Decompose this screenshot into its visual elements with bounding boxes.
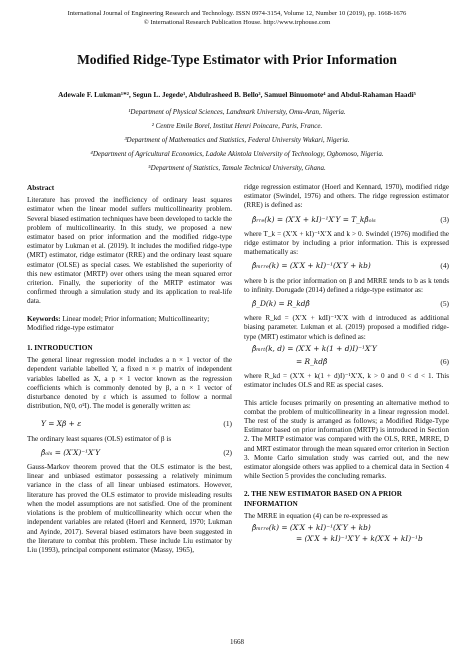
equation-3-number: (3) <box>440 214 449 224</box>
equation-6-line-2: = R_kdβ̂ <box>296 357 328 367</box>
intro-paragraph-3: Gauss-Markov theorem proved that the OLS estimator is the best, linear and unbiased estimator possessing a relatively minimum variance in the class of all linear unbiased estimators. However, literature has proved the OLS estimator to provide misleading results when the model assumptions are not satisfied. One of the prominent violations is the problem of multicollinearity which occur when the independent variables are related (Hoerl and Kennerd, 1970; Lukman and Ayinde, 2017). Several biased estimators have been suggested in the literature to combat this problem. These include Liu estimator by Liu (1993), principal component estimator (Massy, 1965), <box>27 463 232 554</box>
journal-header <box>20 9 454 27</box>
right-paragraph-1: ridge regression estimator (Hoerl and Kennard, 1970), modified ridge estimator (Swindel, 1976) and others. The ridge regression estimator (RRE) is defined as: <box>244 183 449 210</box>
equation-6-number: (6) <box>440 357 449 367</box>
equation-1 <box>27 419 232 428</box>
left-column <box>27 183 232 563</box>
equation-4-body: β̂ₘᵣᵣₑ(k) = (X′X + kI)⁻¹(X′Y + kb) <box>252 261 371 271</box>
equation-4-number: (4) <box>440 261 449 271</box>
abstract-text: Literature has proved the inefficiency of ordinary least squares estimator when the linear model suffers multicollinearity problem. Several biased estimation techniques have been developed to tackle the problem of multicollinearity. In this study, we proposed a new estimator based on prior information and the modified ridge-type estimator by Lukman et al. (2019). It includes the modified ridge-type (MRT) estimator, ridge estimator (RRE) and the ordinary least square estimator (OLSE) as special cases. We established the superiority of this new estimator (MRTP) over others using the mean squared error criterion. Finally, the superiority of the MRTP estimator was confirmed through a simulation study and its application to real-life data. <box>27 196 232 306</box>
keywords <box>27 315 232 333</box>
section-2-heading: 2. THE NEW ESTIMATOR BASED ON A PRIOR INFORMATION <box>244 489 403 508</box>
equation-3 <box>244 215 449 224</box>
abstract-heading: Abstract <box>27 183 55 192</box>
affiliation-3: ³Department of Mathematics and Statistics, Federal University Wukari, Nigeria. <box>124 136 350 144</box>
right-paragraph-3: where b is the prior information on β and MRRE tends to b as k tends to infinity. Dorugade (2014) defined a ridge-type estimator as: <box>244 276 449 294</box>
right-paragraph-2: where T_k = (X′X + kI)⁻¹X′X and k > 0. Swindel (1976) modified the ridge estimator by including a prior information. This is expressed mathematically as: <box>244 229 449 257</box>
journal-header-line1: International Journal of Engineering Research and Technology. ISSN 0974-3154, Volume 12, Number 10 (2019), pp. 1668-1676 <box>67 10 407 17</box>
affiliation-5: ⁵Department of Statistics, Tamale Technical University, Ghana. <box>148 164 326 172</box>
equation-1-body: Y = Xβ + ε <box>41 419 82 429</box>
equation-2-number: (2) <box>223 447 232 457</box>
equation-5-number: (5) <box>440 299 449 309</box>
equation-7-line-1: β̂ₘᵣᵣₑ(k) = (X′X + kI)⁻¹(X′Y + kb) <box>252 523 371 533</box>
right-paragraph-5: where R_kd = (X′X + k(1 + d)I)⁻¹X′X, k > 0 and 0 < d < 1. This estimator includes OLS and RE as special cases. <box>244 372 449 390</box>
equation-4 <box>244 261 449 270</box>
equation-2-body: β̂ₒₗₛ = (X′X)⁻¹X′Y <box>41 447 100 457</box>
affiliation-4: ⁴Department of Agricultural Economics, Ladoke Akintola University of Technology, Ogbomoso, Nigeria. <box>90 150 384 158</box>
equation-7-line-2: = (X′X + kI)⁻¹X′Y + k(X′X + kI)⁻¹b <box>296 534 423 544</box>
keywords-label: Keywords: <box>27 314 61 323</box>
equation-2 <box>27 448 232 457</box>
equation-5-body: β̂_D(k) = R_kdβ̂ <box>252 299 310 309</box>
equation-3-body: β̂ᵣᵣₑ(k) = (X′X + kI)⁻¹X′Y = T_kβ̂ₒₗₛ <box>252 214 376 224</box>
equation-6-line-1: β̂ₘᵣₜ(k, d) = (X′X + k(1 + d)I)⁻¹X′Y <box>252 343 377 353</box>
right-paragraph-6: This article focuses primarily on presenting an alternative method to combat the problem of multicollinearity in a linear regression model. The rest of the study is arranged as follows; a Modified Ridge-Type Estimator based on prior information (MRTP) is introduced in Section 2. The MRTP estimator was compared with the OLS, RRE, MRRE, D and MRT estimator through the mean squared error criterion in Section 3. Monte Carlo simulation study was carried out, and the new estimator alongside others was applied to a chemical data in Section 4 while Section 5 provides the concluding remarks. <box>244 398 449 481</box>
equation-1-number: (1) <box>223 419 232 429</box>
keywords-text: Linear model; Prior information; Multicollinearity; Modified ridge-type estimator <box>27 314 210 332</box>
right-paragraph-4: where R_kd = (X′X + kdI)⁻¹X′X with d introduced as additional biasing parameter. Lukman et al. (2019) proposed a modified ridge-type (MRT) estimator which is defined as: <box>244 314 449 341</box>
equation-6 <box>244 357 449 366</box>
intro-paragraph-2: The ordinary least squares (OLS) estimator of β is <box>27 434 172 443</box>
affiliation-1: ¹Department of Physical Sciences, Landmark University, Omu-Aran, Nigeria. <box>128 108 346 116</box>
affiliations <box>20 105 454 175</box>
section-2-paragraph-1: The MRRE in equation (4) can be re-expressed as <box>244 511 388 520</box>
author-list: Adewale F. Lukman¹*², Segun L. Jegede¹, Abdulrasheed B. Bello³, Samuel Binuomote⁴ and Abdul-Rahaman Haadi⁵ <box>58 90 416 99</box>
paper-title: Modified Ridge-Type Estimator with Prior Information <box>77 52 397 67</box>
equation-5 <box>244 299 449 308</box>
page-number: 1668 <box>230 638 244 646</box>
right-column <box>244 183 449 546</box>
intro-heading: 1. INTRODUCTION <box>27 343 93 353</box>
affiliation-2: ² Centre Emile Borel, Institut Henri Poincare, Paris, France. <box>151 122 323 130</box>
intro-paragraph-1: The general linear regression model includes a n × 1 vector of the dependent variable labelled Y, a fixed n × p matrix of independent variables labelled as X, a p × 1 vector known as the regression coefficients which is commonly denoted by β, a n × 1 vector of disturbance denoted by ε which is assumed to follow a normal distribution, N(0, σ²I). The model is generally written as: <box>27 356 232 411</box>
journal-header-line2: © International Research Publication House. http://www.irphouse.com <box>143 19 331 26</box>
